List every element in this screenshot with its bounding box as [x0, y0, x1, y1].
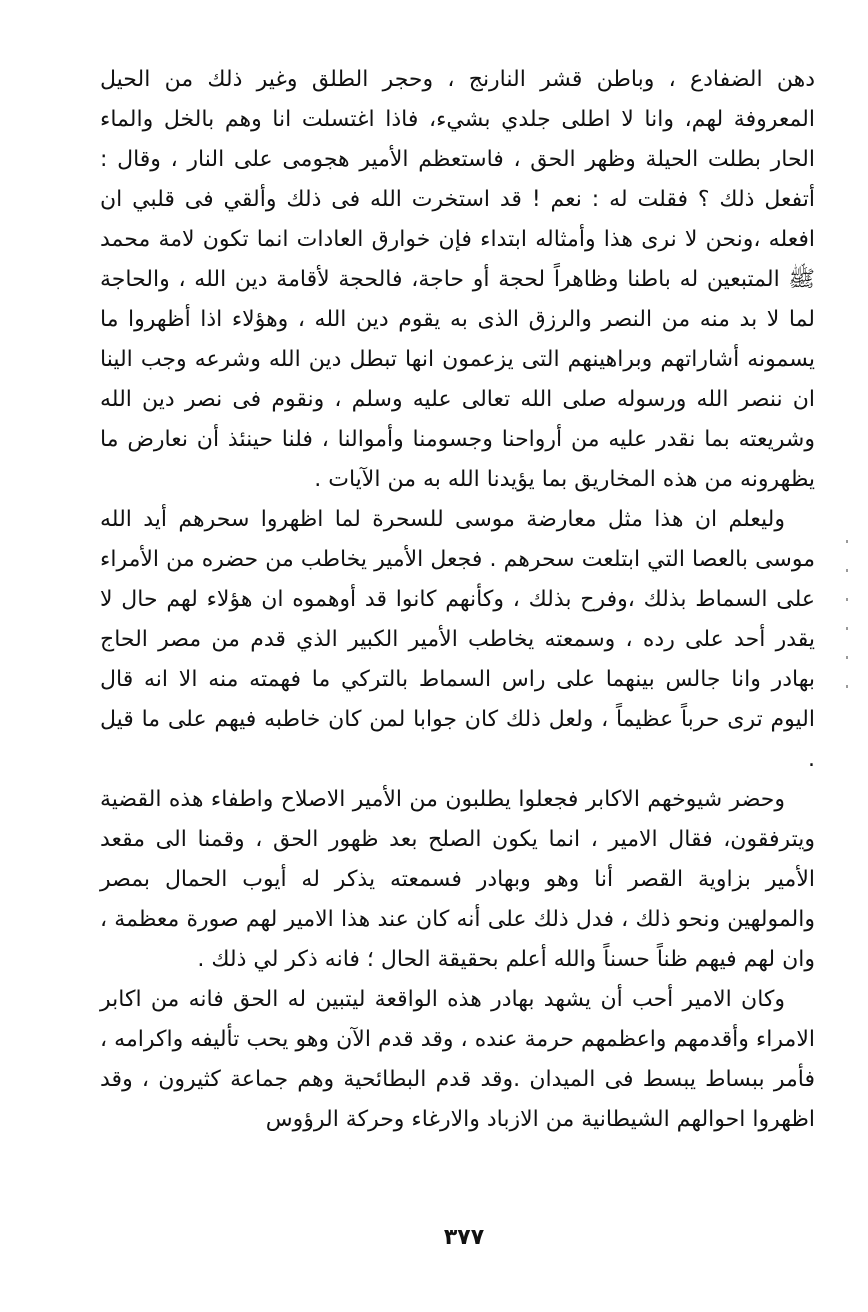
paragraph-1: دهن الضفادع ، وباطن قشر النارنج ، وحجر الطلق وغير ذلك من الحيل المعروفة لهم، وانا لا اطلى جلدي بشيء، فاذا اغتسلت انا وهم بالخل والماء الحار بطلت الحيلة وظهر الحق ، فاستعظم الأمير هجومى على النار ، وقال : أتفعل ذلك ؟ فقلت له : نعم ! قد استخرت الله فى ذلك وألقي فى قلبي ان افعله ،ونحن لا نرى هذا وأمثاله ابتداء فإن خوارق العادات انما تكون لامة محمد ﷺ المتبعين له باطنا وظاهراً لحجة أو حاجة، فالحجة لأقامة دين الله ، والحاجة لما لا بد منه من النصر والرزق الذى به يقوم دين الله ، وهؤلاء اذا أظهروا ما يسمونه أشاراتهم وبراهينهم التى يزعمون انها تبطل دين الله وشرعه وجب الينا ان ننصر الله ورسوله صلى الله تعالى عليه وسلم ، ونقوم فى نصر دين الله وشريعته بما نقدر عليه من أرواحنا وجسومنا وأموالنا ، فلنا حينئذ أن نعارض ما يظهرونه من هذه المخاريق بما يؤيدنا الله به من الآيات . — [100, 67, 815, 492]
scan-mark — [846, 598, 848, 601]
margin-scan-marks — [846, 540, 850, 800]
scan-mark — [846, 656, 848, 659]
scan-mark — [846, 627, 848, 630]
paragraph-4: وكان الامير أحب أن يشهد بهادر هذه الواقعة ليتبين له الحق فانه من اكابر الامراء وأقدمهم واعظمهم حرمة عنده ، وقد قدم الآن وهو يحب تأليفه واكرامه ، فأمر ببساط يبسط فى الميدان .وقد قدم البطائحية وهم جماعة كثيرون ، وقد اظهروا احوالهم الشيطانية من الازباد والارغاء وحركة الرؤوس — [100, 987, 815, 1132]
scan-mark — [846, 685, 848, 688]
body-text — [100, 60, 815, 1140]
scan-mark — [846, 540, 848, 543]
scan-mark — [846, 569, 848, 572]
page-number: ٣٧٧ — [443, 1225, 485, 1250]
paragraph-2: وليعلم ان هذا مثل معارضة موسى للسحرة لما اظهروا سحرهم أيد الله موسى بالعصا التي ابتلعت سحرهم . فجعل الأمير يخاطب من حضره من الأمراء على السماط بذلك ،وفرح بذلك ، وكأنهم كانوا قد أوهموه ان هؤلاء لهم حال لا يقدر أحد على رده ، وسمعته يخاطب الأمير الكبير الذي قدم من مصر الحاج بهادر وانا جالس بينهما على راس السماط بالتركي ما فهمته منه الا انه قال اليوم ترى حرباً عظيماً ، ولعل ذلك كان جوابا لمن كان خاطبه فيهم على ما قيل . — [100, 507, 815, 772]
paragraph-3: وحضر شيوخهم الاكابر فجعلوا يطلبون من الأمير الاصلاح واطفاء هذه القضية ويترفقون، فقال الامير ، انما يكون الصلح بعد ظهور الحق ، وقمنا الى مقعد الأمير بزاوية القصر أنا وهو وبهادر فسمعته يذكر له أيوب الحمال بمصر والمولهين ونحو ذلك ، فدل ذلك على أنه كان عند هذا الامير لهم صورة معظمة ، وان لهم فيهم ظناً حسناً والله أعلم بحقيقة الحال ؛ فانه ذكر لي ذلك . — [100, 787, 815, 972]
